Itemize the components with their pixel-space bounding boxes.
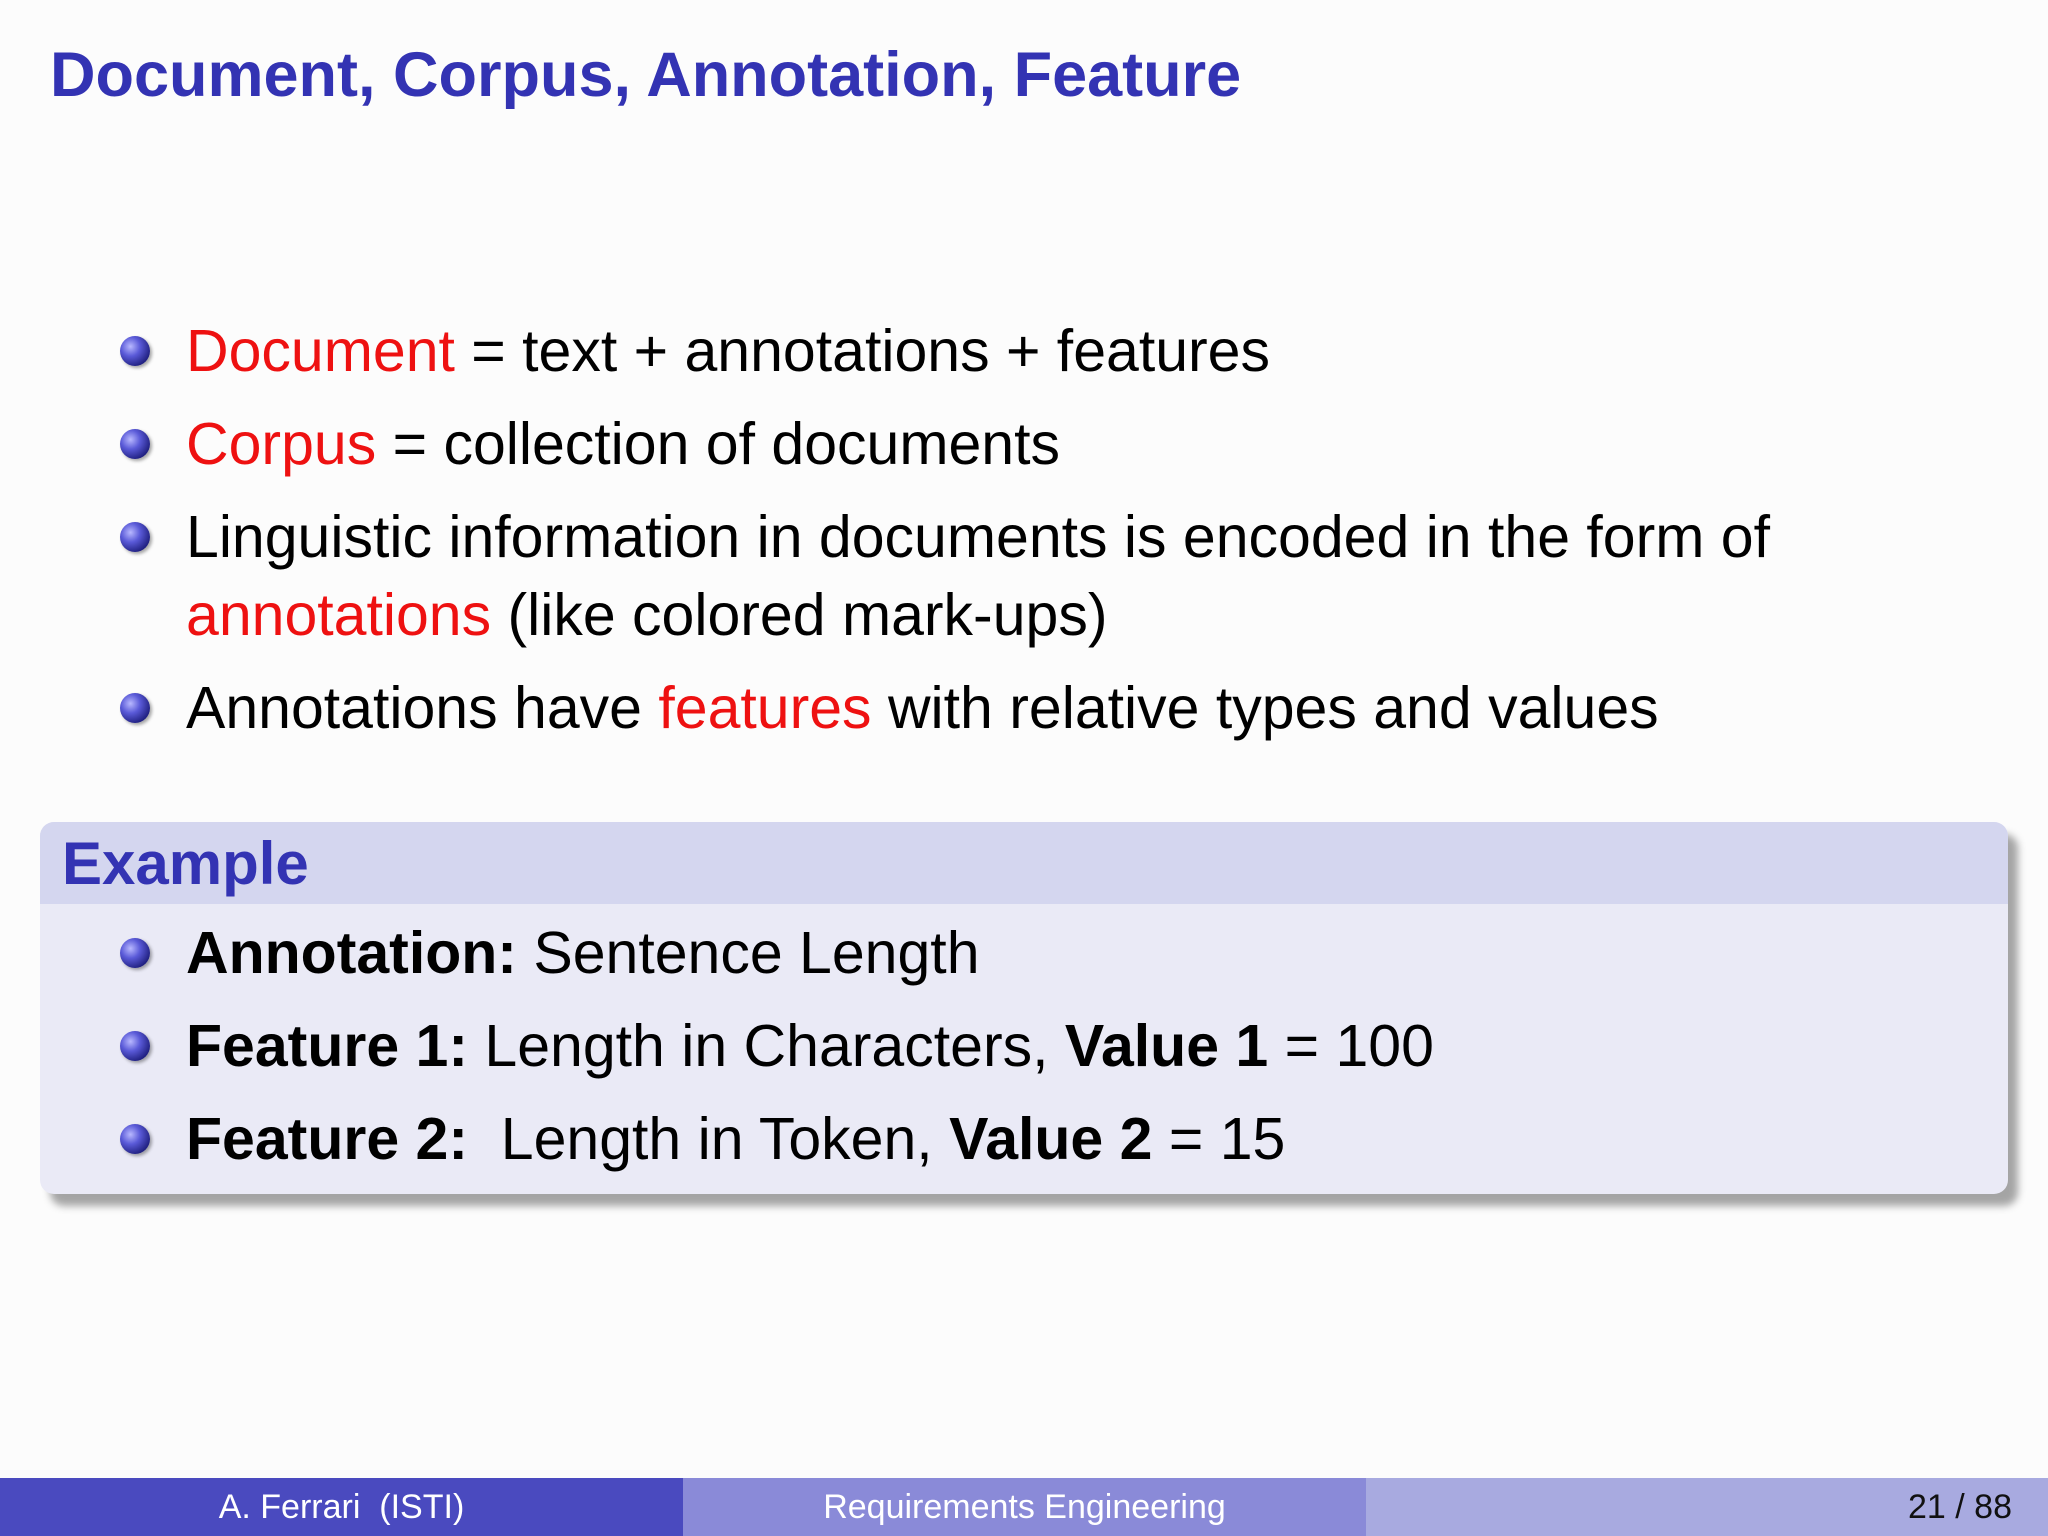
bullet-text: Annotations have [186, 675, 659, 741]
footer-page [1366, 1478, 2048, 1536]
bullet-document [186, 312, 1270, 390]
term-annotations: annotations [186, 582, 492, 648]
term-features: features [658, 675, 872, 741]
example-title: Example [62, 830, 309, 897]
footer-author [0, 1478, 683, 1536]
value-text: = 100 [1268, 1013, 1434, 1079]
slide-title: Document, Corpus, Annotation, Feature [50, 40, 1242, 110]
item-label: Feature 2: [186, 1106, 468, 1172]
example-header [40, 822, 2008, 904]
ball-bullet-icon [120, 1031, 150, 1061]
bullet-text-line2: (like colored mark-ups) [491, 582, 1108, 648]
item-text: Length in Characters, [467, 1013, 1065, 1079]
example-block [40, 822, 2008, 1194]
example-item-annotation [186, 914, 980, 992]
bullet-text-line1: Linguistic information in documents is encoded in the form of [186, 504, 1771, 570]
bullet-text: with relative types and values [871, 675, 1659, 741]
term-corpus: Corpus [186, 411, 377, 477]
ball-bullet-icon [120, 522, 150, 552]
bullet-linguistic-information [186, 498, 1770, 654]
item-text: Length in Token, [467, 1106, 950, 1172]
author-text: A. Ferrari (ISTI) [218, 1488, 465, 1526]
ball-bullet-icon [120, 693, 150, 723]
value-label: Value 1 [1064, 1013, 1269, 1079]
footer-title [683, 1478, 1366, 1536]
term-document: Document [186, 318, 455, 384]
item-label: Annotation: [186, 920, 517, 986]
ball-bullet-icon [120, 1124, 150, 1154]
ball-bullet-icon [120, 938, 150, 968]
item-label: Feature 1: [186, 1013, 468, 1079]
example-item-feature-1 [186, 1007, 1434, 1085]
footer-bar [0, 1478, 2048, 1536]
bullet-annotations-features [186, 669, 1659, 747]
ball-bullet-icon [120, 429, 150, 459]
item-text: Sentence Length [516, 920, 980, 986]
page-number: 21 / 88 [1908, 1488, 2012, 1526]
value-label: Value 2 [949, 1106, 1153, 1172]
example-item-feature-2 [186, 1100, 1285, 1178]
bullet-corpus [186, 405, 1060, 483]
bullet-text: = collection of documents [376, 411, 1061, 477]
value-text: = 15 [1152, 1106, 1286, 1172]
bullet-text: = text + annotations + features [454, 318, 1270, 384]
ball-bullet-icon [120, 336, 150, 366]
talk-title-text: Requirements Engineering [823, 1488, 1226, 1526]
